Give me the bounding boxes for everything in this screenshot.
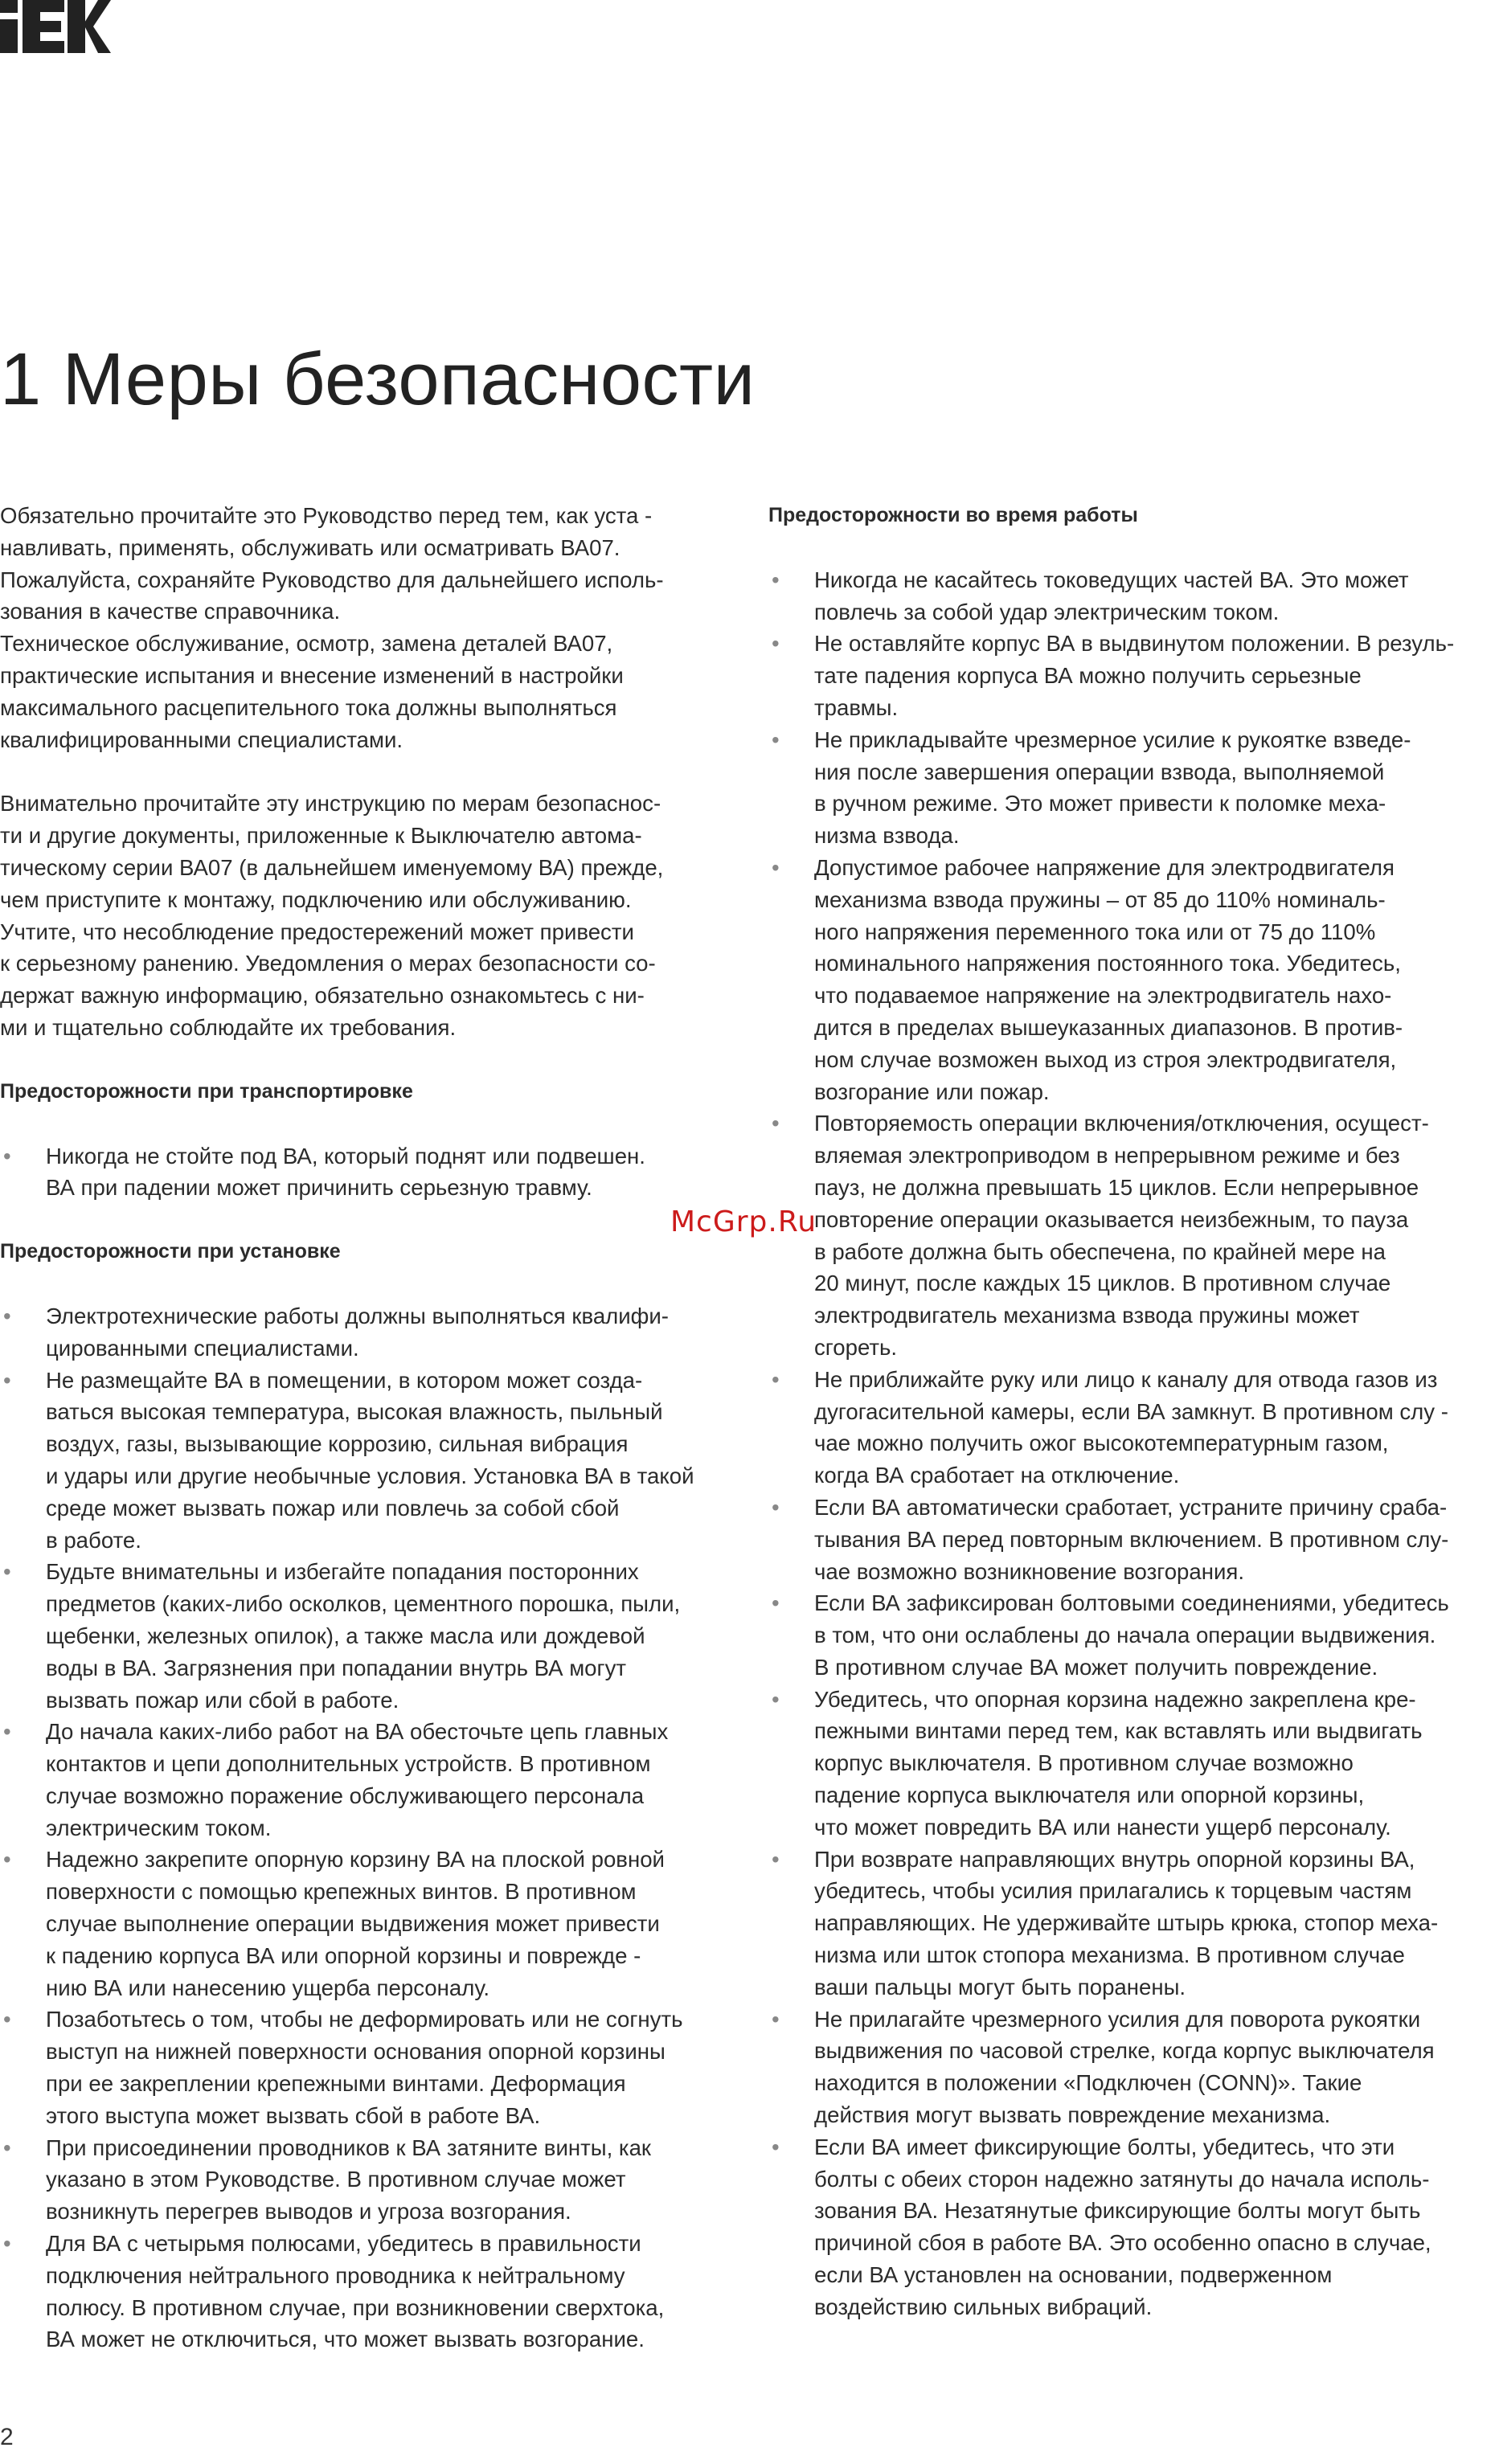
page-title: 1 Меры безопасности	[0, 338, 756, 420]
operation-heading: Предосторожности во время работы	[768, 504, 1138, 526]
list-item: • Никогда не касайтесь токоведущих частей ВА. Это может повлечь за собой удар электрическим током.	[768, 564, 1496, 628]
list-item: • Если ВА имеет фиксирующие болты, убедитесь, что эти болты с обеих сторон надежно затянуты до начала исполь- зования ВА. Незатянутые фиксирующие болты могут быть причиной сбоя в работе ВА. Это особенно опасно в случае, если ВА установлен на основании, подверженном воздействию сильных вибраций.	[768, 2131, 1496, 2323]
install-list	[0, 1300, 739, 2356]
operation-list	[768, 564, 1496, 2323]
list-item: • При присоединении проводников к ВА затяните винты, как указано в этом Руководстве. В противном случае может возникнуть перегрев выводов и угроза возгорания.	[0, 2132, 739, 2228]
left-column	[0, 500, 739, 2388]
list-item: • Никогда не стойте под ВА, который поднят или подвешен. ВА при падении может причинить серьезную травму.	[0, 1140, 739, 1205]
list-item: • До начала каких-либо работ на ВА обесточьте цепь главных контактов и цепи дополнительных устройств. В противном случае возможно поражение обслуживающего персонала электрическим током.	[0, 1716, 739, 1844]
list-item: • Надежно закрепите опорную корзину ВА на плоской ровной поверхности с помощью крепежных винтов. В противном случае выполнение операции выдвижения может привести к падению корпуса ВА или опорной корзины и поврежде - нию ВА или нанесению ущерба персоналу.	[0, 1844, 739, 2004]
transport-heading: Предосторожности при транспортировке	[0, 1079, 413, 1103]
iek-logo	[0, 0, 113, 56]
transport-list	[0, 1140, 739, 1205]
list-item: • Не приближайте руку или лицо к каналу для отвода газов из дугогасительной камеры, если ВА замкнут. В противном слу - чае можно получить ожог высокотемпературным газом, когда ВА сработает на отключение.	[768, 1364, 1496, 1492]
list-item: • Будьте внимательны и избегайте попадания посторонних предметов (каких-либо осколков, цементного порошка, пыли, щебенки, железных опилок), а также масла или дождевой воды в ВА. Загрязнения при попадании внутрь ВА могут вызвать пожар или сбой в работе.	[0, 1556, 739, 1716]
list-item: • Не прилагайте чрезмерного усилия для поворота рукоятки выдвижения по часовой стрелке, когда корпус выключателя находится в положении «Подключен (CONN)». Такие действия могут вызвать повреждение механизма.	[768, 2004, 1496, 2131]
list-item: • Для ВА с четырьмя полюсами, убедитесь в правильности подключения нейтрального проводника к нейтральному полюсу. В противном случае, при возникновении сверхтока, ВА может не отключиться, что может вызвать возгорание.	[0, 2228, 739, 2356]
list-item: • При возврате направляющих внутрь опорной корзины ВА, убедитесь, чтобы усилия прилагались к торцевым частям направляющих. Не удерживайте штырь крюка, стопор меха- низма или шток стопора механизма. В противном случае ваши пальцы могут быть поранены.	[768, 1844, 1496, 2004]
list-item: • Не прикладывайте чрезмерное усилие к рукоятке взведе- ния после завершения операции взвода, выполняемой в ручном режиме. Это может привести к поломке меха- низма взвода.	[768, 724, 1496, 852]
list-item: • Допустимое рабочее напряжение для электродвигателя механизма взвода пружины – от 85 до 110% номиналь- ного напряжения переменного тока или от 75 до 110% номинального напряжения постоянного тока. Убедитесь, что подаваемое напряжение на электродвигатель нахо- дится в пределах вышеуказанных диапазонов. В против- ном случае возможен выход из строя электродвигателя, возгорание или пожар.	[768, 852, 1496, 1107]
list-item: • Не оставляйте корпус ВА в выдвинутом положении. В резуль- тате падения корпуса ВА можно получить серьезные травмы.	[768, 628, 1496, 723]
list-item: • Если ВА зафиксирован болтовыми соединениями, убедитесь в том, что они ослаблены до начала операции выдвижения. В противном случае ВА может получить повреждение.	[768, 1587, 1496, 1683]
right-column	[768, 500, 1496, 2356]
list-item: • Электротехнические работы должны выполняться квалифи- цированными специалистами.	[0, 1300, 739, 1365]
watermark: McGrp.Ru	[670, 1205, 817, 1238]
list-item: • Убедитесь, что опорная корзина надежно закреплена кре- пежными винтами перед тем, как вставлять или выдвигать корпус выключателя. В противном случае возможно падение корпуса выключателя или опорной корзины, что может повредить ВА или нанести ущерб персоналу.	[768, 1684, 1496, 1844]
list-item: • Если ВА автоматически сработает, устраните причину сраба- тывания ВА перед повторным включением. В противном слу- чае возможно возникновение возгорания.	[768, 1492, 1496, 1587]
list-item: • Позаботьтесь о том, чтобы не деформировать или не согнуть выступ на нижней поверхности основания опорной корзины при ее закреплении крепежными винтами. Деформация этого выступа может вызвать сбой в работе ВА.	[0, 2004, 739, 2131]
page-number: 2	[0, 2424, 14, 2450]
intro-paragraph: Обязательно прочитайте это Руководство перед тем, как уста - навливать, применять, обслуживать или осматривать ВА07. Пожалуйста, сохраняйте Руководство для дальнейшего исполь- зования в качестве справочника. Техническое обслуживание, осмотр, замена деталей ВА07, практические испытания и внесение изменений в настройки максимального расцепительного тока должны выполняться квалифицированными специалистами.	[0, 503, 664, 752]
intro-paragraph: Внимательно прочитайте эту инструкцию по мерам безопаснос- ти и другие документы, приложенные к Выключателю автома- тическому серии ВА07 (в дальнейшем именуемому ВА) прежде, чем приступите к монтажу, подключению или обслуживанию. Учтите, что несоблюдение предостережений может привести к серьезному ранению. Уведомления о мерах безопасности со- держат важную информацию, обязательно ознакомьтесь с ни- ми и тщательно соблюдайте их требования.	[0, 791, 664, 1040]
install-heading: Предосторожности при установке	[0, 1240, 341, 1263]
list-item: • Не размещайте ВА в помещении, в котором может созда- ваться высокая температура, высокая влажность, пыльный воздух, газы, вызывающие коррозию, сильная вибрация и удары или другие необычные условия. Установка ВА в такой среде может вызвать пожар или повлечь за собой сбой в работе.	[0, 1365, 739, 1557]
list-item: • Повторяемость операции включения/отключения, осущест- вляемая электроприводом в непрерывном режиме и без пауз, не должна превышать 15 циклов. Если непрерывное повторение операции оказывается неизбежным, то пауза в работе должна быть обеспечена, по крайней мере на 20 минут, после каждых 15 циклов. В противном случае электродвигатель механизма взвода пружины может сгореть.	[768, 1107, 1496, 1363]
